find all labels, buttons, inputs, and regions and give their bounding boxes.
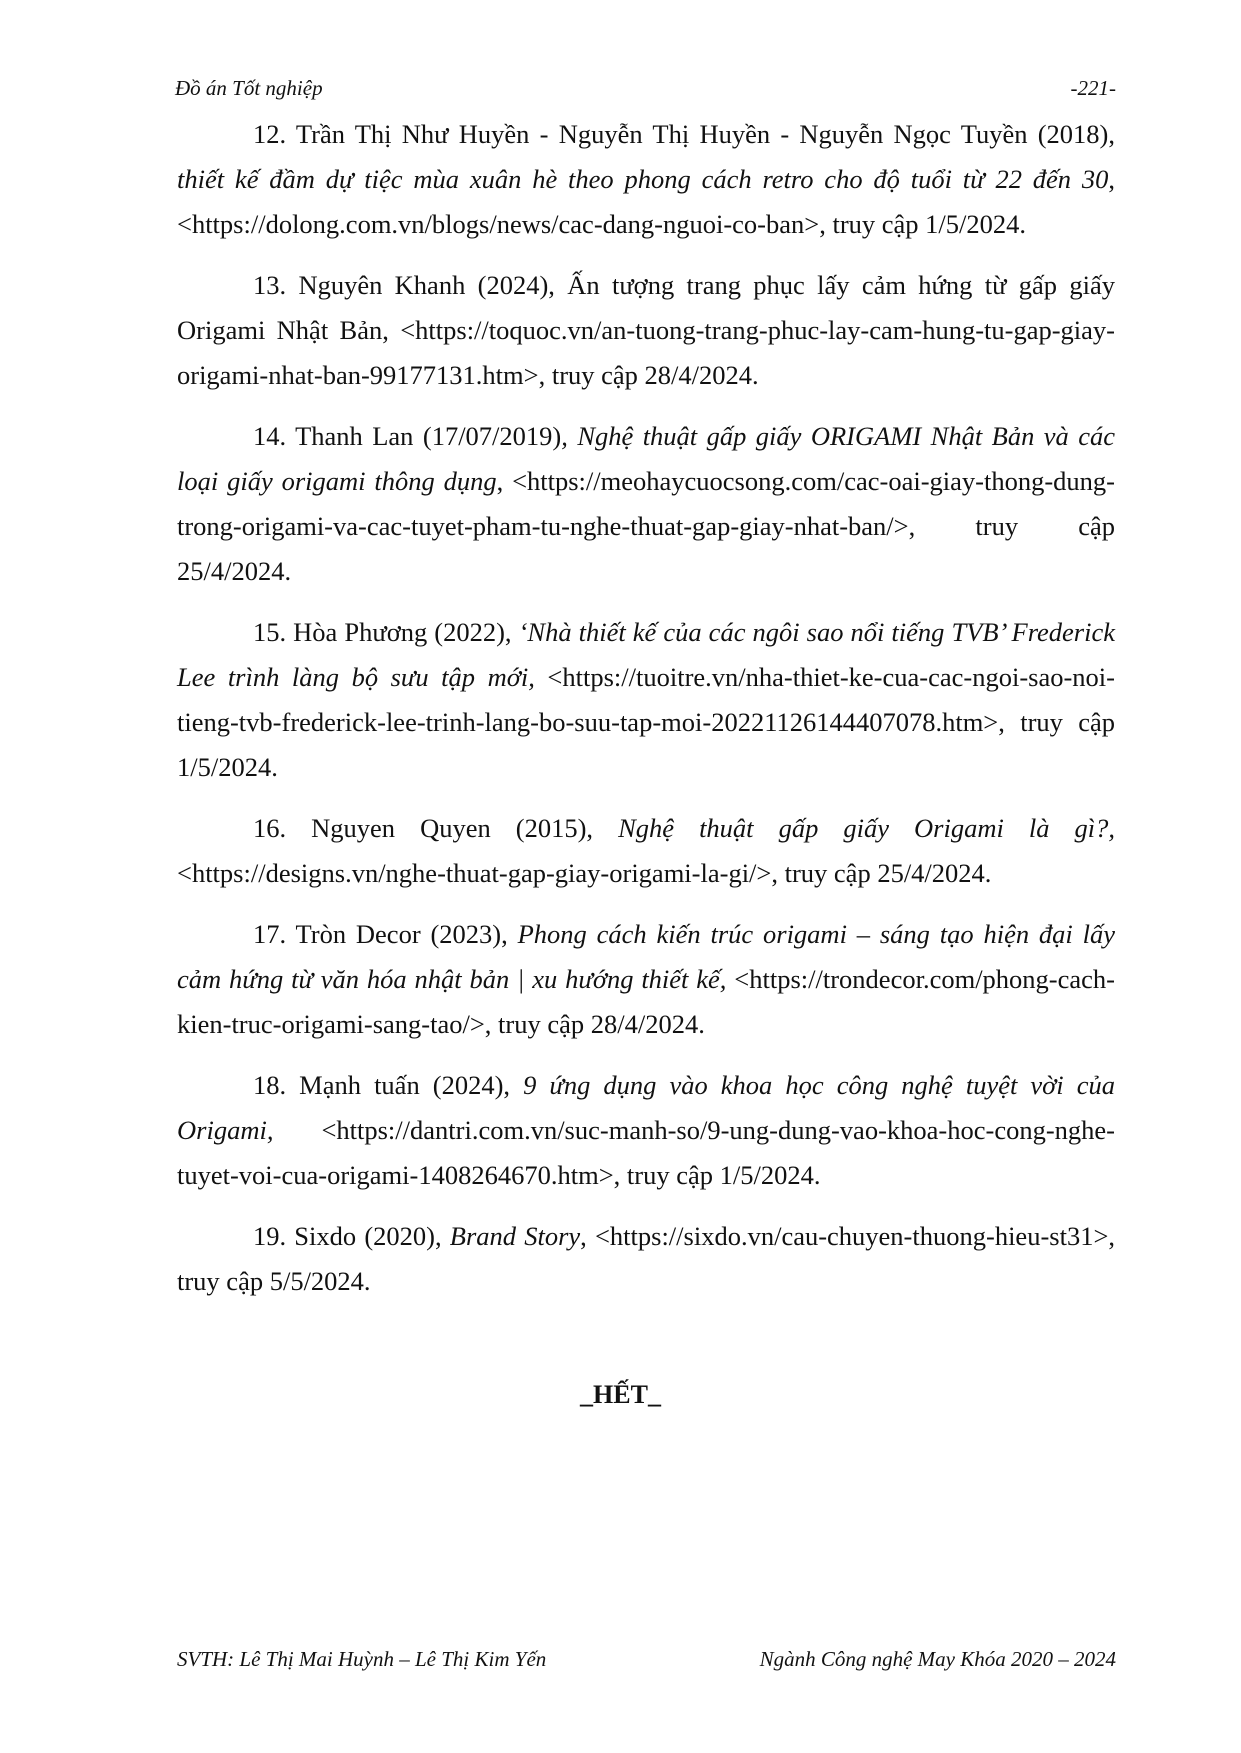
- reference-item: [177, 610, 1115, 790]
- reference-title: , Nghệ thuật gấp giấy ORIGAMI Nhật Bản và các loại giấy origami thông dụng: [177, 421, 1116, 496]
- reference-title: 9 ứng dụng vào khoa học công nghệ tuyệt vời của Origami,: [177, 1070, 1115, 1145]
- reference-source: , <https://meohaycuocsong.com/cac-oai-giay-thong-dung-trong-origami-va-cac-tuyet-pham-tu-nghe-thuat-gap-giay-nhat-ban/>, truy cập 25/4/2024.: [177, 466, 1115, 586]
- reference-title: ‘Nhà thiết kế của các ngôi sao nổi tiếng TVB’ Frederick Lee trình làng bộ sưu tập mới,: [177, 617, 1115, 692]
- reference-number: 16.: [253, 813, 287, 843]
- reference-number: 14.: [253, 421, 287, 451]
- reference-text: Hòa Phương (2022),: [286, 617, 519, 647]
- page-number: -221-: [1070, 76, 1116, 100]
- reference-text: Mạnh tuấn (2024),: [286, 1070, 524, 1100]
- reference-title: Nghệ thuật gấp giấy Origami là gì?,: [618, 813, 1115, 843]
- footer-program: Ngành Công nghệ May Khóa 2020 – 2024: [759, 1647, 1116, 1671]
- reference-source: <https://dantri.com.vn/suc-manh-so/9-ung-dung-vao-khoa-hoc-cong-nghe-tuyet-voi-cua-origami-1408264670.htm>, truy cập 1/5/2024.: [177, 1115, 1115, 1190]
- reference-number: 18.: [253, 1070, 287, 1100]
- reference-item: [177, 806, 1115, 896]
- reference-title: Phong cách kiến trúc origami – sáng tạo hiện đại lấy cảm hứng từ văn hóa nhật bản | xu hướng thiết kế,: [177, 919, 1115, 994]
- reference-title: Brand Story: [449, 1221, 581, 1251]
- reference-item: [177, 112, 1115, 247]
- reference-text: Trần Thị Như Huyền - Nguyễn Thị Huyền - Nguyễn Ngọc Tuyền (2018),: [286, 119, 1115, 149]
- reference-text: Nguyen Quyen (2015),: [286, 813, 619, 843]
- footer-authors: SVTH: Lê Thị Mai Huỳnh – Lê Thị Kim Yến: [177, 1647, 547, 1671]
- reference-number: 19.: [253, 1221, 287, 1251]
- reference-item: [177, 1214, 1115, 1304]
- reference-source: <https://tuoitre.vn/nha-thiet-ke-cua-cac-ngoi-sao-noi-tieng-tvb-frederick-lee-trinh-lang-bo-suu-tap-moi-20221126144407078.htm>, truy cập 1/5/2024.: [177, 662, 1115, 782]
- reference-item: [177, 414, 1115, 594]
- reference-item: [177, 263, 1115, 398]
- reference-text: Thanh Lan (17/07/2019): [286, 421, 562, 451]
- header-title: Đồ án Tốt nghiệp: [175, 76, 323, 100]
- reference-number: 17.: [253, 919, 287, 949]
- reference-list: [177, 112, 1115, 1304]
- end-mark: _HẾT_: [580, 1380, 661, 1409]
- reference-source: <https://designs.vn/nghe-thuat-gap-giay-origami-la-gi/>, truy cập 25/4/2024.: [177, 858, 992, 888]
- reference-text: Nguyên Khanh (2024), Ấn tượng trang phục lấy cảm hứng từ gấp giấy Origami Nhật Bản, <https://toquoc.vn/an-tuong-trang-phuc-lay-cam-hung-tu-gap-giay-origami-nhat-ban-99177131.htm>, truy cập 28/4/2024.: [177, 270, 1115, 390]
- reference-text: Tròn Decor (2023),: [286, 919, 518, 949]
- reference-source: <https://trondecor.com/phong-cach-kien-truc-origami-sang-tao/>, truy cập 28/4/2024.: [177, 964, 1115, 1039]
- reference-item: [177, 1063, 1115, 1198]
- reference-number: 15.: [253, 617, 287, 647]
- reference-text: Sixdo (2020),: [286, 1221, 450, 1251]
- reference-title: thiết kế đầm dự tiệc mùa xuân hè theo phong cách retro cho độ tuổi từ 22 đến 30: [177, 164, 1109, 194]
- reference-source: , <https://sixdo.vn/cau-chuyen-thuong-hieu-st31>, truy cập 5/5/2024.: [177, 1221, 1116, 1296]
- reference-number: 13.: [253, 270, 287, 300]
- reference-item: [177, 912, 1115, 1047]
- reference-source: , <https://dolong.com.vn/blogs/news/cac-dang-nguoi-co-ban>, truy cập 1/5/2024.: [177, 164, 1115, 239]
- reference-number: 12.: [253, 119, 287, 149]
